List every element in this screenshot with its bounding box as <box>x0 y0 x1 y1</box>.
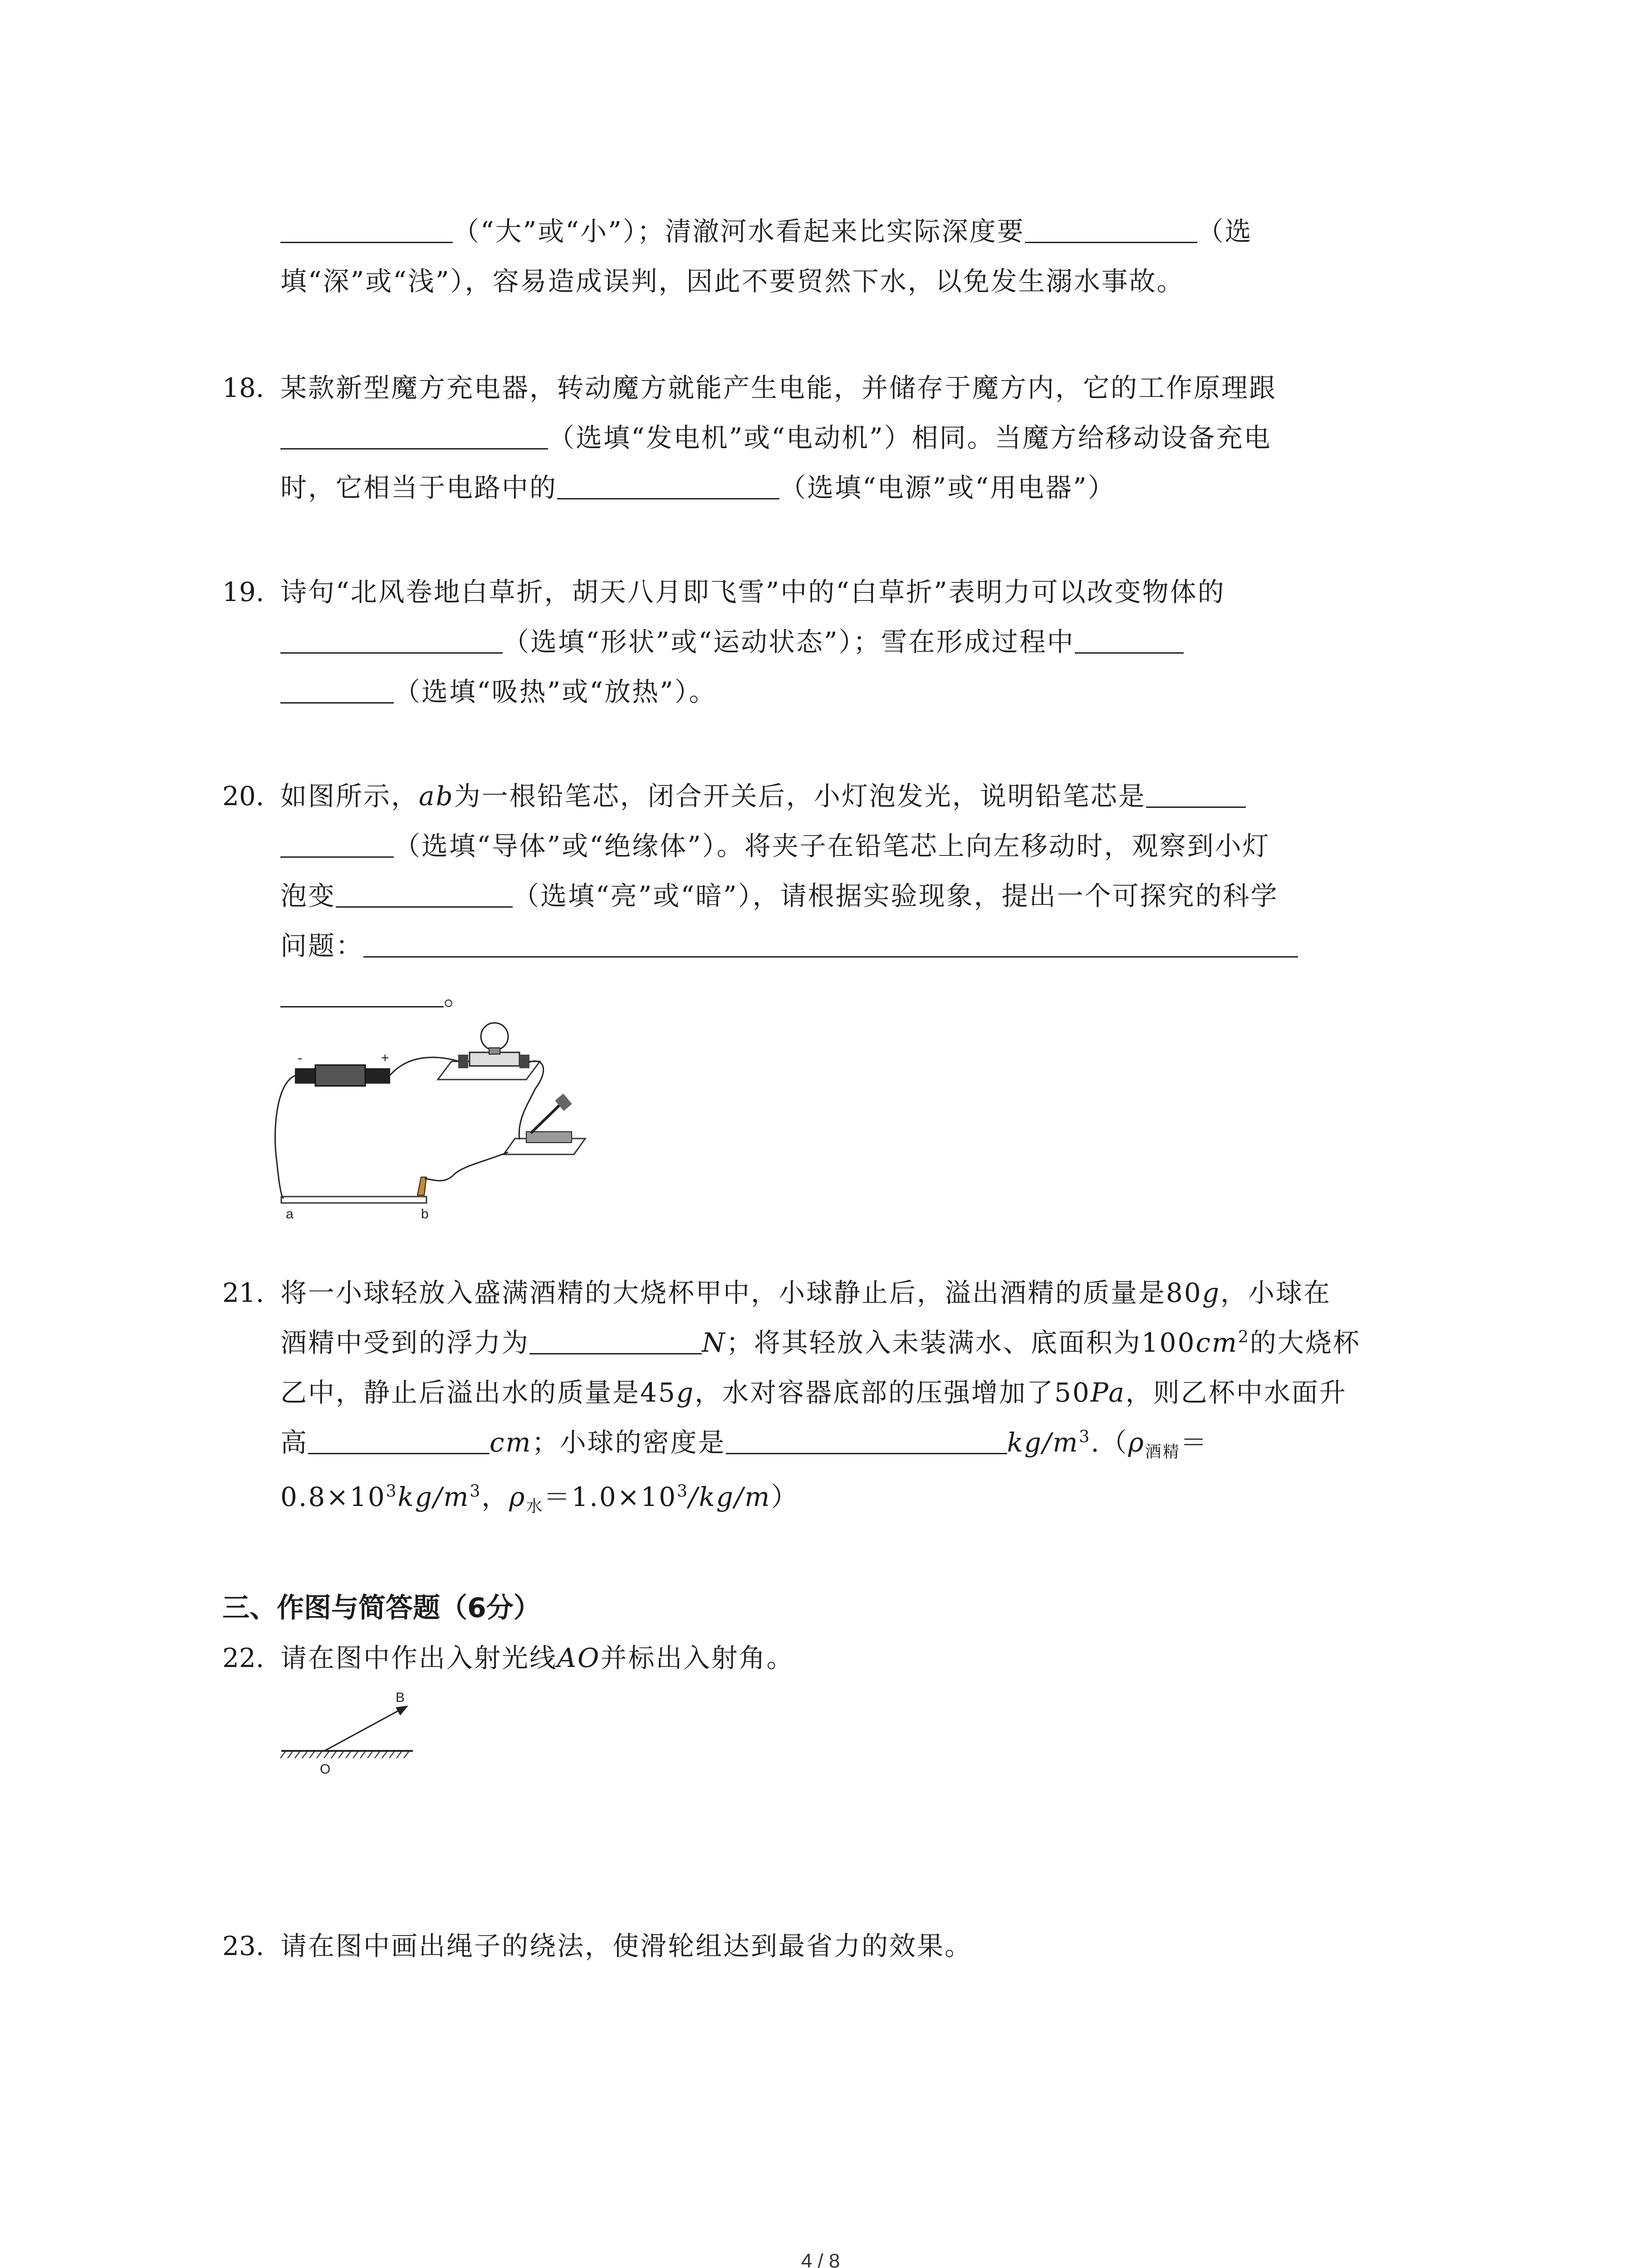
reflection-diagram <box>277 1687 426 1792</box>
q17-line-1 <box>280 213 1253 249</box>
q23-text: 请在图中画出绳子的绕法，使滑轮组达到最省力的效果。 <box>280 1931 973 1961</box>
lightbulb-icon <box>481 1023 508 1050</box>
q22-text: 请在图中作出入射光线AO并标出入射角。 <box>280 1642 794 1673</box>
circuit-diagram <box>272 1012 590 1220</box>
point-b-label: B <box>396 1690 405 1705</box>
q20-line-5: 。 <box>280 978 471 1014</box>
question-number: 19. <box>222 577 265 607</box>
q19-line-3: （选填“吸热”或“放热”）。 <box>280 674 717 710</box>
answer-blank[interactable] <box>280 626 503 654</box>
question-number: 22. <box>222 1642 265 1673</box>
q21-line-5: $0.8\times 10^3kg/m^3$，$\rho_水=1.0\times 10^3/kg/m$） <box>280 1481 799 1516</box>
q17-line-2: 填“深”或“浅”），容易造成误判，因此不要贸然下水，以免发生溺水事故。 <box>280 266 1185 297</box>
answer-blank[interactable] <box>363 930 1298 958</box>
q21-line-2: 酒精中受到的浮力为 N；将其轻放入未装满水、底面积为$100cm^2$的大烧杯 <box>280 1327 1361 1358</box>
point-a-label: a <box>286 1207 294 1220</box>
q17-text: （选 <box>1197 216 1253 247</box>
wire <box>275 1075 297 1198</box>
q20-line-1: 如图所示，ab为一根铅笔芯，闭合开关后，小灯泡发光，说明铅笔芯是 <box>280 778 1246 814</box>
q20-line-4: 问题： <box>280 928 1298 964</box>
q19-line-2: （选填“形状”或“运动状态”）；雪在形成过程中 <box>280 624 1184 660</box>
q19-line-1: 诗句“北风卷地白草折，胡天八月即飞雪”中的“白草折”表明力可以改变物体的 <box>280 577 1225 607</box>
wire <box>425 1152 508 1181</box>
answer-blank[interactable] <box>280 215 453 243</box>
answer-blank[interactable] <box>529 1327 702 1354</box>
answer-blank[interactable] <box>1146 780 1246 808</box>
mirror-hatching <box>280 1751 409 1758</box>
section-heading: 三、作图与简答题（6分） <box>222 1592 541 1624</box>
answer-blank[interactable] <box>308 1427 490 1454</box>
switch-icon <box>526 1132 572 1143</box>
arrowhead-icon <box>396 1706 408 1716</box>
q17-text: （“大”或“小”）；清澈河水看起来比实际深度要 <box>453 216 1025 247</box>
q20-line-2: （选填“导体”或“绝缘体”）。将夹子在铅笔芯上向左移动时，观察到小灯 <box>280 828 1270 864</box>
q20-line-3: 泡变 （选填“亮”或“暗”），请根据实验现象，提出一个可探究的科学 <box>280 880 1279 911</box>
answer-blank[interactable] <box>726 1427 1007 1454</box>
battery-plus-label: + <box>381 1051 389 1066</box>
question-number: 20. <box>222 781 265 811</box>
answer-blank[interactable] <box>280 980 444 1007</box>
pencil-lead <box>281 1197 426 1203</box>
question-number: 18. <box>222 372 265 403</box>
page-number: 4 / 8 <box>801 2250 840 2268</box>
q18-line-1: 某款新型魔方充电器，转动魔方就能产生电能，并储存于魔方内，它的工作原理跟 <box>280 372 1277 403</box>
question-number: 23. <box>222 1931 265 1961</box>
answer-blank[interactable] <box>280 422 548 450</box>
answer-blank[interactable] <box>1075 626 1184 654</box>
battery-minus-label: - <box>298 1051 302 1066</box>
point-o-label: O <box>320 1762 331 1777</box>
q21-line-4: 高 cm；小球的密度是 $kg/m^3.(\rho_{酒精}=$ <box>280 1427 1208 1461</box>
question-number: 21. <box>222 1277 265 1308</box>
answer-blank[interactable] <box>280 676 394 704</box>
answer-blank[interactable] <box>336 880 513 908</box>
answer-blank[interactable] <box>557 472 779 499</box>
q21-line-3: 乙中，静止后溢出水的质量是45g，水对容器底部的压强增加了50Pa，则乙杯中水面升 <box>280 1377 1347 1408</box>
answer-blank[interactable] <box>280 830 394 858</box>
clip-icon <box>417 1177 426 1195</box>
point-b-label: b <box>421 1207 429 1220</box>
reflected-ray <box>324 1708 404 1751</box>
answer-blank[interactable] <box>1025 215 1197 243</box>
q18-line-2: （选填“发电机”或“电动机”）相同。当魔方给移动设备充电 <box>280 420 1272 456</box>
q21-line-1: 将一小球轻放入盛满酒精的大烧杯甲中，小球静止后，溢出酒精的质量是80g，小球在 <box>280 1277 1331 1308</box>
q18-line-3: 时，它相当于电路中的 （选填“电源”或“用电器”） <box>280 472 1116 503</box>
